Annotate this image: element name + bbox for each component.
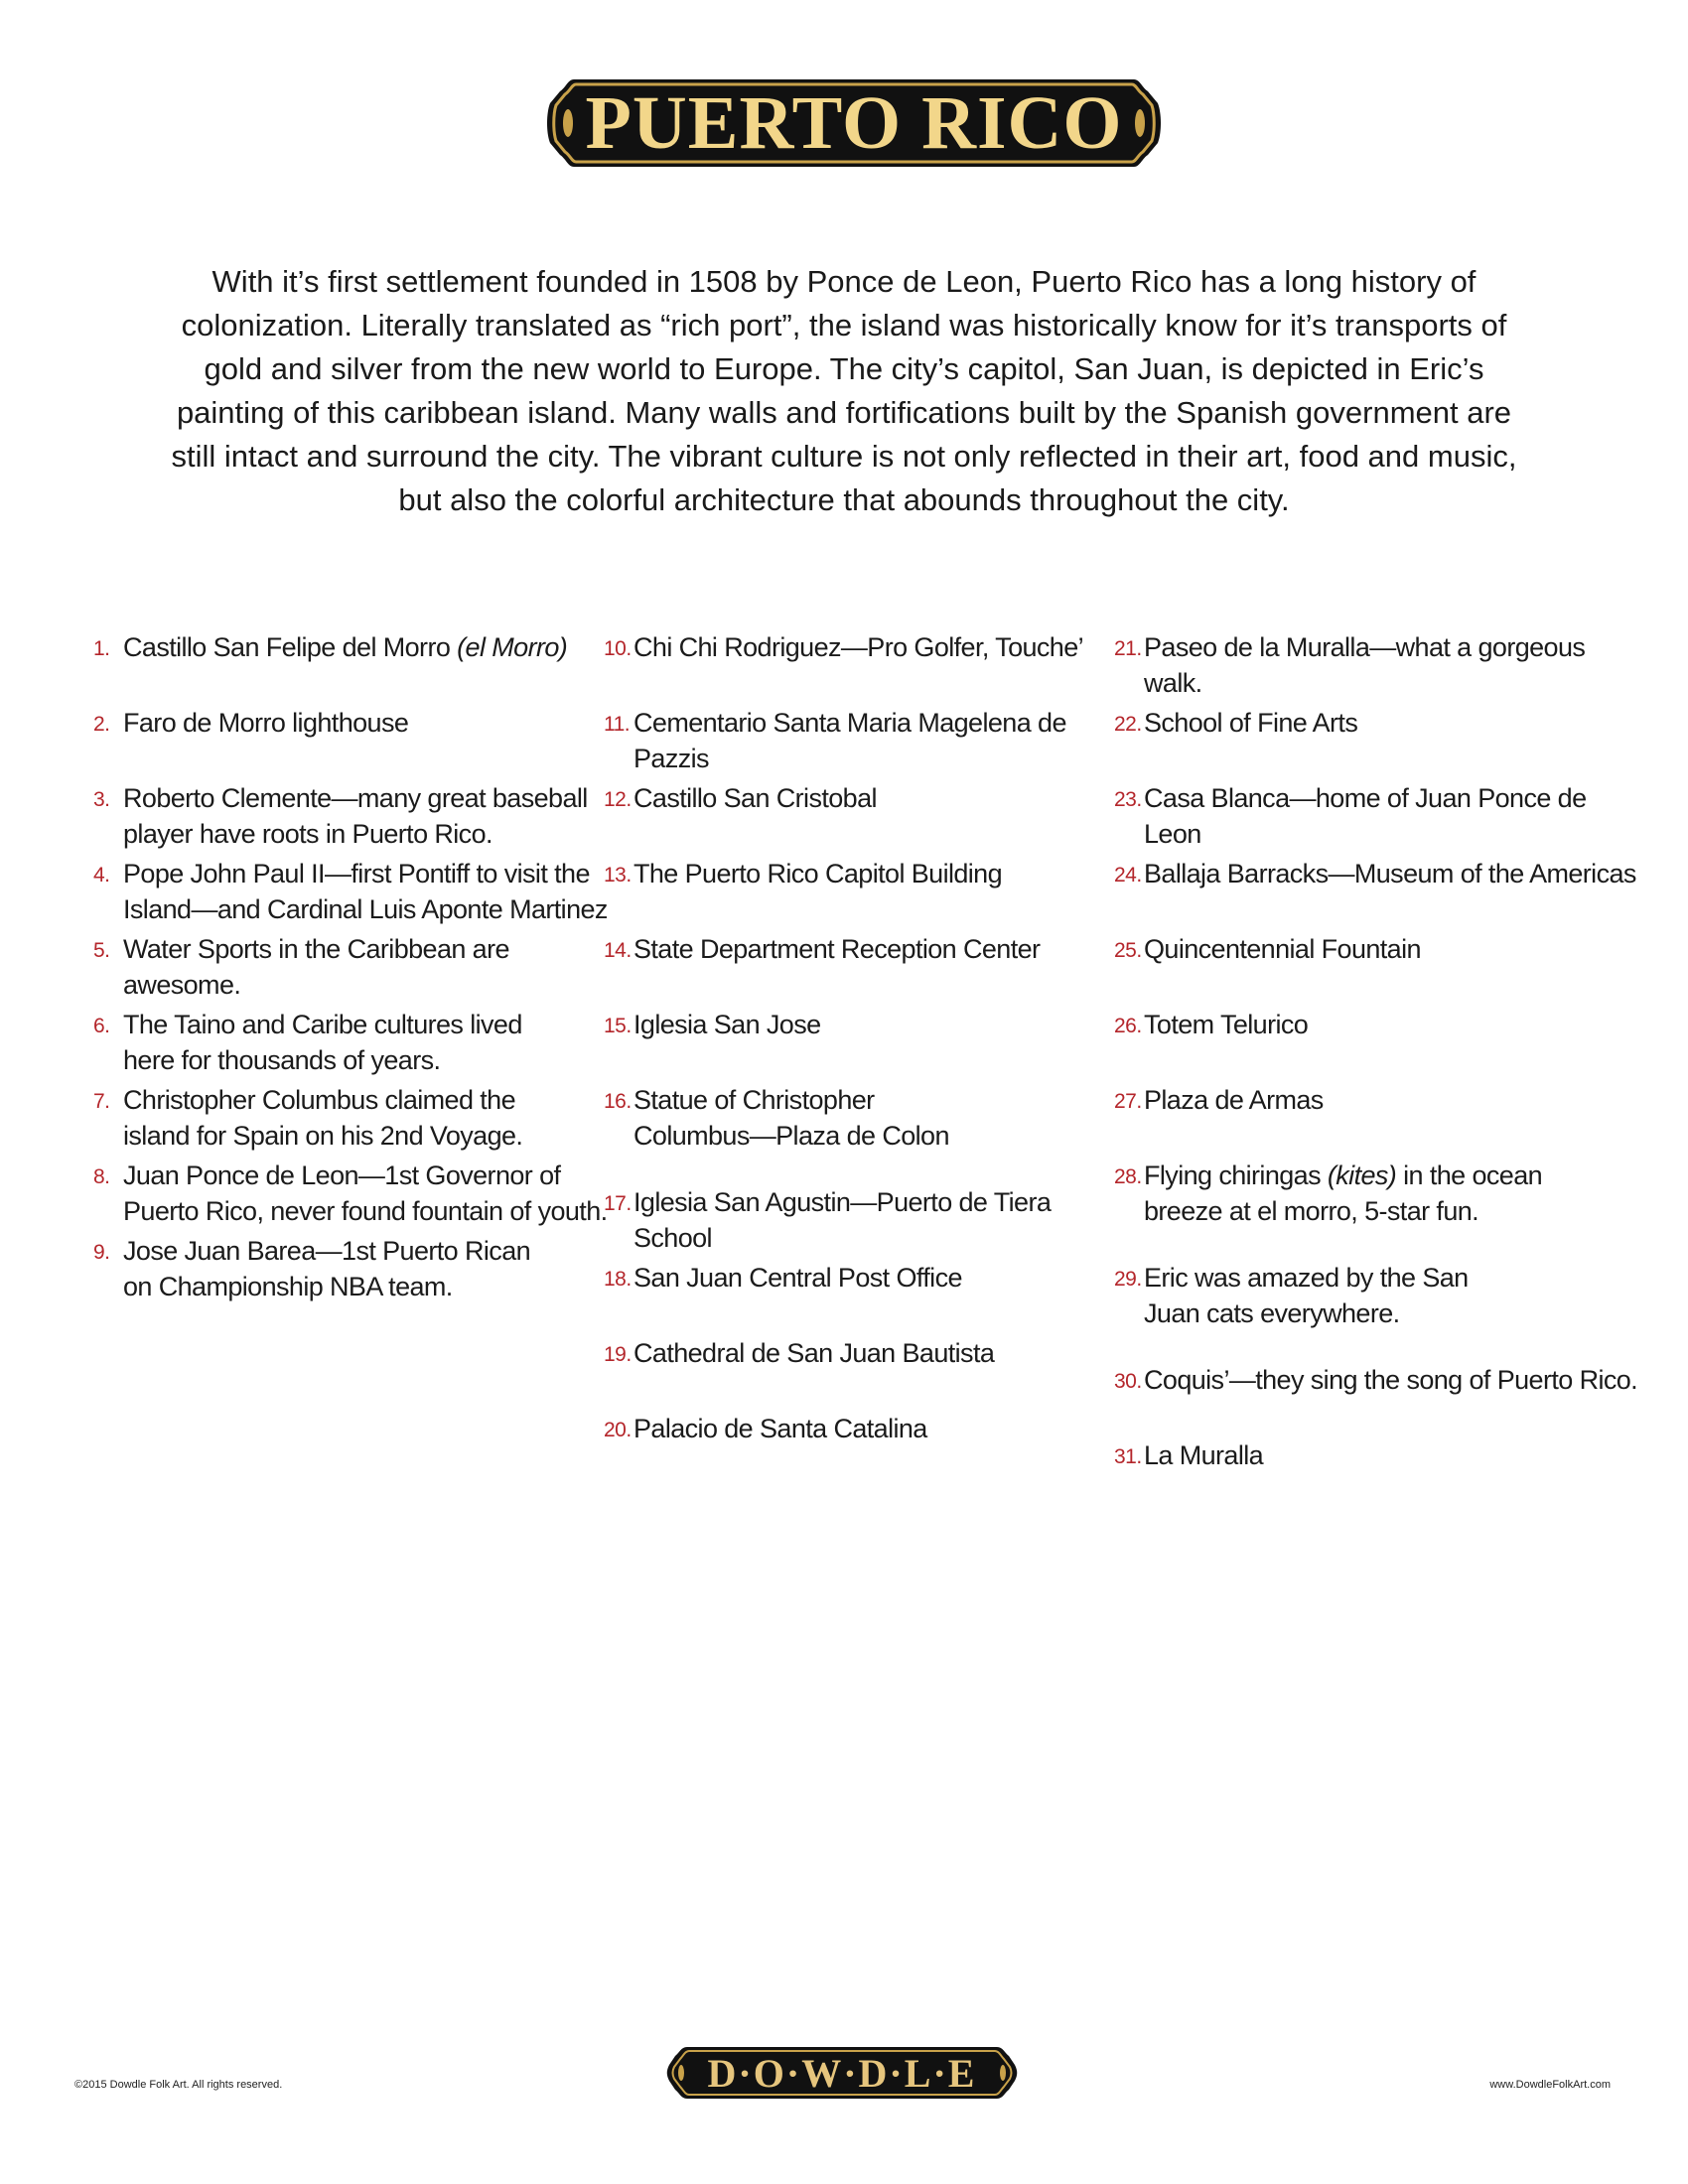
list-item-text [1144,856,1636,891]
list-item-number: 27. [1114,1090,1142,1113]
list-item-number: 25. [1114,939,1142,962]
list-item-number: 26. [1114,1015,1142,1037]
list-item-text [1144,1260,1469,1331]
list-item-number: 24. [1114,864,1142,887]
list-item-text-main: Iglesia San Agustin—Puerto de Tiera School [633,1187,1052,1253]
list-item-text-main: School of Fine Arts [1144,708,1358,738]
list-item-number: 28. [1114,1165,1142,1188]
list-item-text-main: Palacio de Santa Catalina [633,1414,927,1443]
list-item-text [633,1335,994,1371]
list-item-text-main: Chi Chi Rodriguez—Pro Golfer, Touche’ [633,632,1084,662]
list-item-text-main: Castillo San Felipe del Morro [123,632,458,662]
list-item-number: 4. [93,864,110,887]
list-item-text [1144,705,1357,741]
list-item-text [633,780,877,816]
list-item-text [1144,1007,1308,1042]
list-item-text [1144,1082,1324,1118]
list-item-number: 12. [604,788,632,811]
dowdle-logo [665,2043,1019,2103]
list-item-text-main: Statue of Christopher Columbus—Plaza de Colon [633,1085,949,1151]
list-item-number: 14. [604,939,632,962]
list-item-text-main: Cathedral de San Juan Bautista [633,1338,995,1368]
intro-paragraph: With it’s first settlement founded in 1508 by Ponce de Leon, Puerto Rico has a long history of colonization. Literally translated as “rich port”, the island was historically know for it’s transports of gold and silver from the new world to Europe. The city’s capitol, San Juan, is depicted in Eric’s painting of this caribbean island. Many walls and fortifications built by the Spanish government are still intact and surround the city. The vibrant culture is not only reflected in their art, food and music, but also the colorful architecture that abounds throughout the city. [171,264,1517,517]
list-item [604,1335,994,1373]
list-item-text [123,856,608,927]
list-item-text-main: Casa Blanca—home of Juan Ponce de Leon [1144,783,1587,849]
list-item-text-tail: in the ocean breeze at el morro, 5-star fun. [1144,1160,1543,1226]
list-item-number: 22. [1114,713,1142,736]
list-item-text [633,931,1040,967]
list-item-text [123,705,408,741]
list-item [93,705,408,743]
list-item-text [123,1158,608,1229]
list-item-number: 16. [604,1090,632,1113]
list-item-text-main: Faro de Morro lighthouse [123,708,409,738]
list-item-text [633,629,1083,665]
list-item [93,856,608,927]
list-item [93,780,588,852]
list-item-text-main: Paseo de la Muralla—what a gorgeous walk. [1144,632,1586,698]
list-item-number: 8. [93,1165,110,1188]
list-item-text-main: Eric was amazed by the San Juan cats everywhere. [1144,1263,1469,1328]
list-item [93,1158,608,1229]
list-item-number: 2. [93,713,110,736]
list-item-text-main: Quincentennial Fountain [1144,934,1421,964]
list-item-text-main: Pope John Paul II—first Pontiff to visit the Island—and Cardinal Luis Aponte Martinez [123,859,608,924]
list-item-text-main: Plaza de Armas [1144,1085,1324,1115]
list-item [604,780,877,818]
page-title: PUERTO RICO [585,80,1123,165]
copyright-text: ©2015 Dowdle Folk Art. All rights reserved. [74,2079,283,2091]
list-item-text [633,1260,962,1296]
list-item-number: 20. [604,1419,632,1441]
list-item-number: 7. [93,1090,110,1113]
list-item [604,1184,1120,1256]
list-item-text-main: Roberto Clemente—many great baseball player have roots in Puerto Rico. [123,783,588,849]
list-item-text-main: Ballaja Barracks—Museum of the Americas [1144,859,1636,888]
list-item-number: 21. [1114,637,1142,660]
list-item-number: 11. [604,713,631,736]
list-item-text [633,1082,949,1154]
list-item-text [123,931,610,1003]
list-item [1114,1362,1637,1400]
list-item-number: 1. [93,637,110,660]
list-item [93,629,567,667]
list-item-text-main: Coquis’—they sing the song of Puerto Rico. [1144,1365,1638,1395]
list-item-text [1144,629,1640,701]
list-item-text-main: State Department Reception Center [633,934,1041,964]
list-item-number: 23. [1114,788,1142,811]
list-item-number: 5. [93,939,110,962]
list-item [1114,780,1640,852]
list-item-text [633,705,1120,776]
list-item-text [123,780,588,852]
list-item-number: 3. [93,788,110,811]
list-item [1114,931,1421,969]
list-item-text-italic: (kites) [1327,1160,1397,1190]
list-item [93,931,610,1003]
list-item [604,705,1120,776]
list-item-number: 13. [604,864,632,887]
list-item-text-main: San Juan Central Post Office [633,1263,962,1293]
list-item-text-main: The Taino and Caribe cultures lived here for thousands of years. [123,1010,522,1075]
list-item [1114,1158,1542,1229]
list-item [1114,629,1640,701]
list-item-text-main: Totem Telurico [1144,1010,1309,1039]
list-item-text [123,1082,522,1154]
list-item-number: 31. [1114,1445,1142,1468]
list-item-text-main: Iglesia San Jose [633,1010,821,1039]
list-item [604,1411,927,1448]
list-item [1114,1082,1324,1120]
list-item-text-main: Christopher Columbus claimed the island for Spain on his 2nd Voyage. [123,1085,523,1151]
list-item [604,931,1040,969]
list-item-text [633,1007,821,1042]
list-item [604,1260,962,1297]
list-item-number: 9. [93,1241,110,1264]
website-url[interactable]: www.DowdleFolkArt.com [1489,2079,1611,2091]
list-item [1114,1260,1469,1331]
list-item-number: 15. [604,1015,632,1037]
list-item-number: 10. [604,637,632,660]
list-item-number: 17. [604,1192,632,1215]
list-item-text-main: Jose Juan Barea—1st Puerto Rican on Championship NBA team. [123,1236,531,1301]
list-item [93,1082,522,1154]
list-item-text [1144,931,1421,967]
list-item-number: 19. [604,1343,632,1366]
list-item-text [633,856,1002,891]
list-item [93,1233,530,1304]
list-item-text [633,1411,927,1446]
list-item [1114,1437,1263,1475]
list-item-text [1144,780,1640,852]
list-item-text [123,629,567,665]
title-banner [544,73,1164,173]
list-item-text [123,1007,522,1078]
list-item [604,1082,949,1154]
list-item-text-main: La Muralla [1144,1440,1264,1470]
list-item-number: 6. [93,1015,110,1037]
list-item-number: 30. [1114,1370,1142,1393]
list-item-text-main: Castillo San Cristobal [633,783,877,813]
list-item-text [1144,1362,1637,1398]
list-item-text-main: Flying chiringas [1144,1160,1328,1190]
list-item-text-main: Water Sports in the Caribbean are awesome. [123,934,509,1000]
list-item-text-main: Cementario Santa Maria Magelena de Pazzis [633,708,1066,773]
list-item [604,629,1083,667]
list-item-text-main: Juan Ponce de Leon—1st Governor of Puerto Rico, never found fountain of youth. [123,1160,608,1226]
list-item-number: 29. [1114,1268,1142,1291]
list-item [1114,705,1357,743]
list-item-text [1144,1158,1542,1229]
list-item [1114,856,1636,893]
list-item-text [1144,1437,1263,1473]
list-item-text [633,1184,1120,1256]
list-item-text-main: The Puerto Rico Capitol Building [633,859,1003,888]
list-item [604,856,1002,893]
logo-wordmark: D·O·W·D·L·E [707,2050,977,2096]
list-item-number: 18. [604,1268,632,1291]
list-item-text-italic: (el Morro) [457,632,568,662]
list-item [93,1007,522,1078]
list-item-text [123,1233,530,1304]
list-item [1114,1007,1308,1044]
list-item [604,1007,821,1044]
